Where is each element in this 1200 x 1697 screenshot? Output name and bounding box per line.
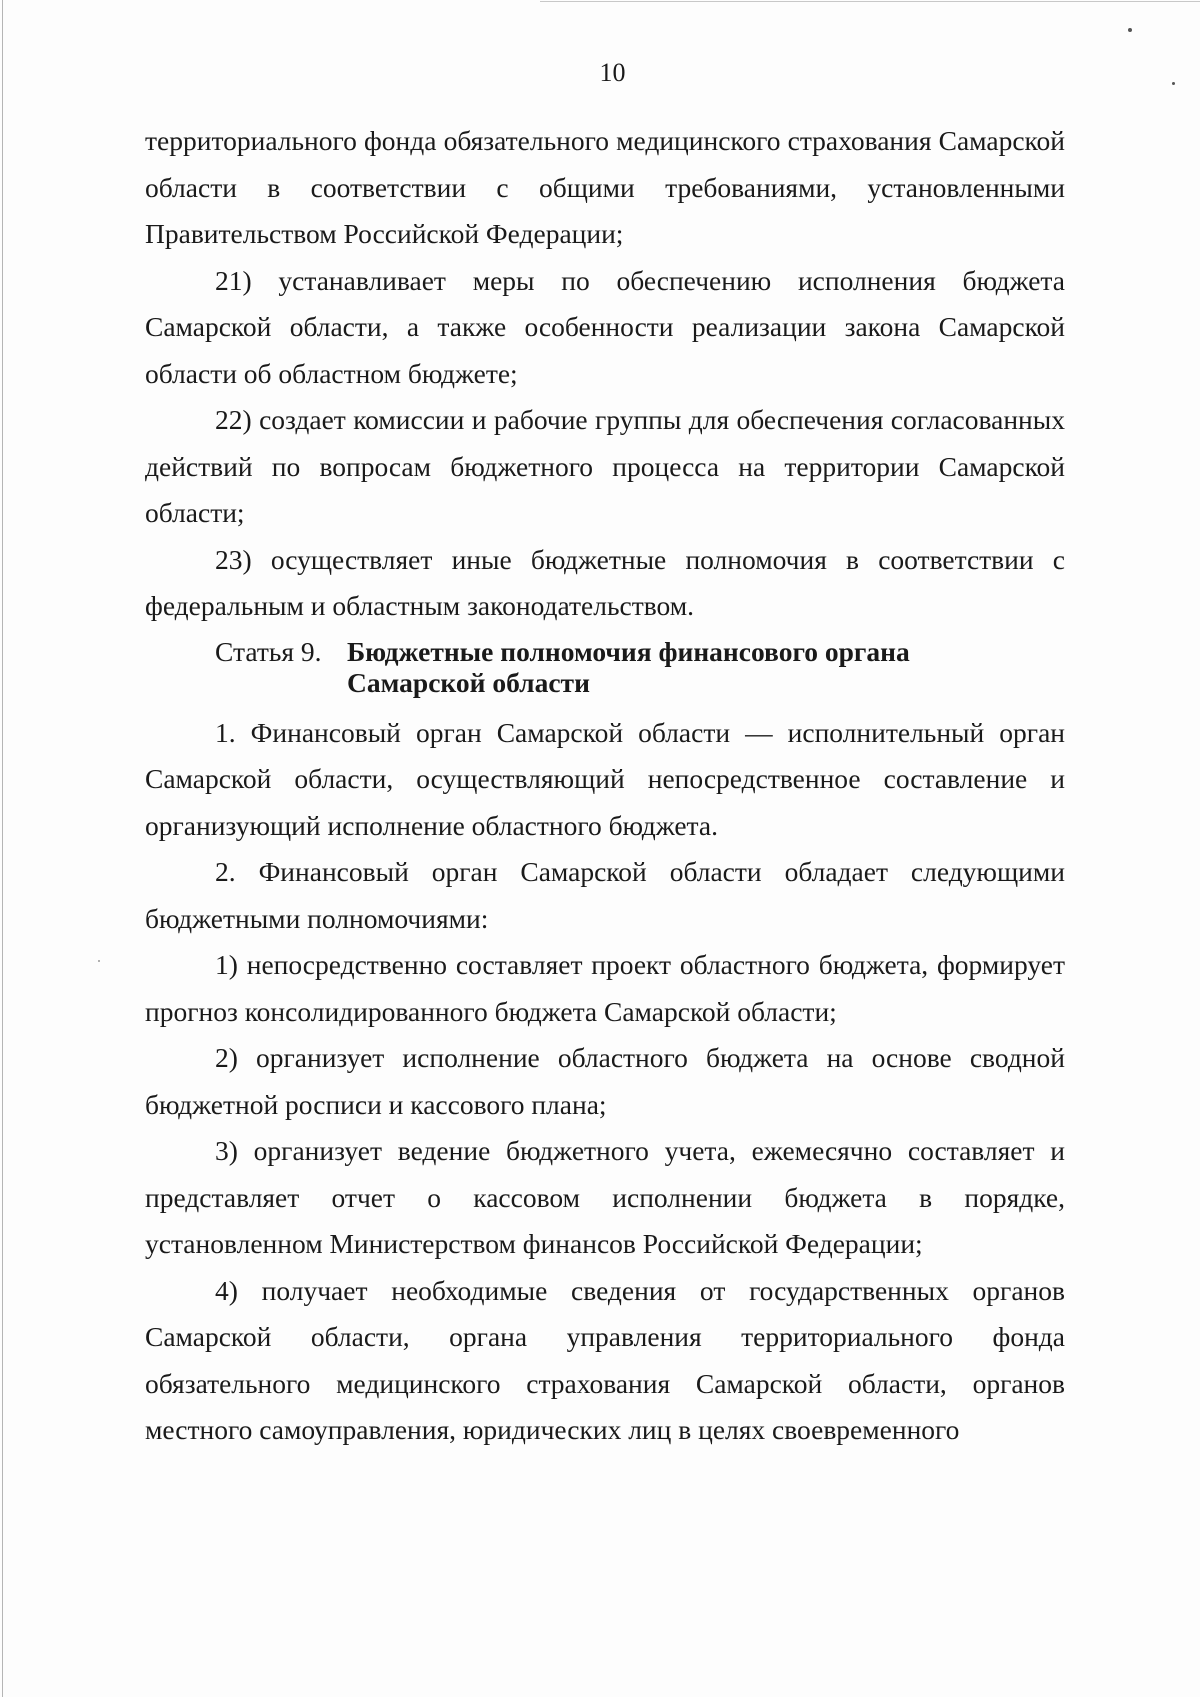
list-item-1: 1) непосредственно составляет проект областного бюджета, формирует прогноз консолидированного бюджета Самарской области; [145, 949, 1065, 1027]
list-item-4: 4) получает необходимые сведения от государственных органов Самарской области, органа управления территориального фонда обязательного медицинского страхования Самарской области, органов местного самоуправления, юридических лиц в целях своевременного [145, 1274, 1065, 1445]
article-title: Бюджетные полномочия финансового органа Самарской области [347, 635, 910, 698]
paragraph-continuation: территориального фонда обязательного медицинского страхования Самарской области в соответствии с общими требованиями, установленными Правительством Российской Федерации; [145, 125, 1065, 249]
scan-speck [1128, 28, 1132, 32]
scan-edge-left [2, 0, 3, 1697]
article-number: Статья 9. [215, 635, 322, 667]
list-item-3: 3) организует ведение бюджетного учета, ежемесячно составляет и представляет отчет о кассовом исполнении бюджета в порядке, установленном Министерством финансов Российской Федерации; [145, 1135, 1065, 1259]
list-item-2: 2) организует исполнение областного бюджета на основе сводной бюджетной росписи и кассового плана; [145, 1042, 1065, 1120]
page-number: 10 [599, 58, 626, 87]
document-body [145, 118, 1065, 1454]
article-heading [145, 636, 1065, 698]
paragraph-1: 1. Финансовый орган Самарской области — исполнительный орган Самарской области, осуществляющий непосредственное составление и организующий исполнение областного бюджета. [145, 716, 1065, 841]
scan-speck [98, 960, 100, 962]
list-item-22: 22) создает комиссии и рабочие группы для обеспечения согласованных действий по вопросам бюджетного процесса на территории Самарской области; [145, 404, 1065, 528]
list-item-23: 23) осуществляет иные бюджетные полномочия в соответствии с федеральным и областным законодательством. [145, 543, 1065, 621]
paragraph-2: 2. Финансовый орган Самарской области обладает следующими бюджетными полномочиями: [145, 856, 1065, 934]
scan-edge-top [540, 1, 1200, 2]
list-item-21: 21) устанавливает меры по обеспечению исполнения бюджета Самарской области, а также особенности реализации закона Самарской области об областном бюджете; [145, 264, 1065, 389]
